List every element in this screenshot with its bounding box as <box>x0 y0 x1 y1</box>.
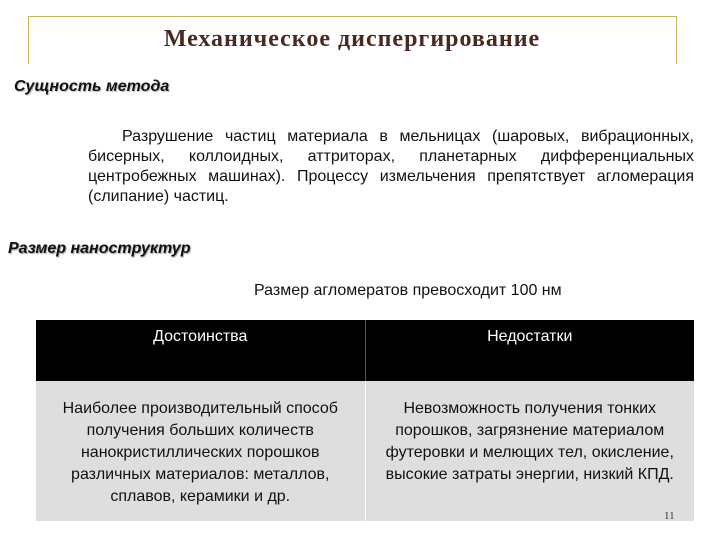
agglomerate-size-note: Размер агломератов превосходит 100 нм <box>254 282 562 299</box>
page-number: 11 <box>664 510 675 522</box>
table-header-row <box>36 320 694 381</box>
method-description: Разрушение частиц материала в мельницах (шаровых, вибрационных, бисерных, коллоидных, аттриторах, планетарных дифференциальных центробежных машинах). Процессу измельчения препятствует агломерация (слипание) частиц. <box>88 128 694 205</box>
disadvantages-header: Недостатки <box>365 320 694 381</box>
disadvantages-cell: Невозможность получения тонких порошков, загрязнение материалом футеровки и мелющих тел, окисление, высокие затраты энергии, низкий КПД. <box>365 381 694 521</box>
advantages-cell: Наиболее производительный способ получения больших количеств нанокристиллических порошков различных материалов: металлов, сплавов, керамики и др. <box>36 381 365 521</box>
advantages-header: Достоинства <box>36 320 365 381</box>
nanostructure-size-heading: Размер наноструктур <box>8 240 191 257</box>
slide-title: Механическое диспергирование <box>163 26 541 52</box>
pros-cons-table <box>36 320 694 521</box>
method-essence-heading: Сущность метода <box>14 78 170 95</box>
table-row <box>36 381 694 521</box>
title-frame-right <box>676 16 677 64</box>
title-frame-top <box>28 16 676 17</box>
